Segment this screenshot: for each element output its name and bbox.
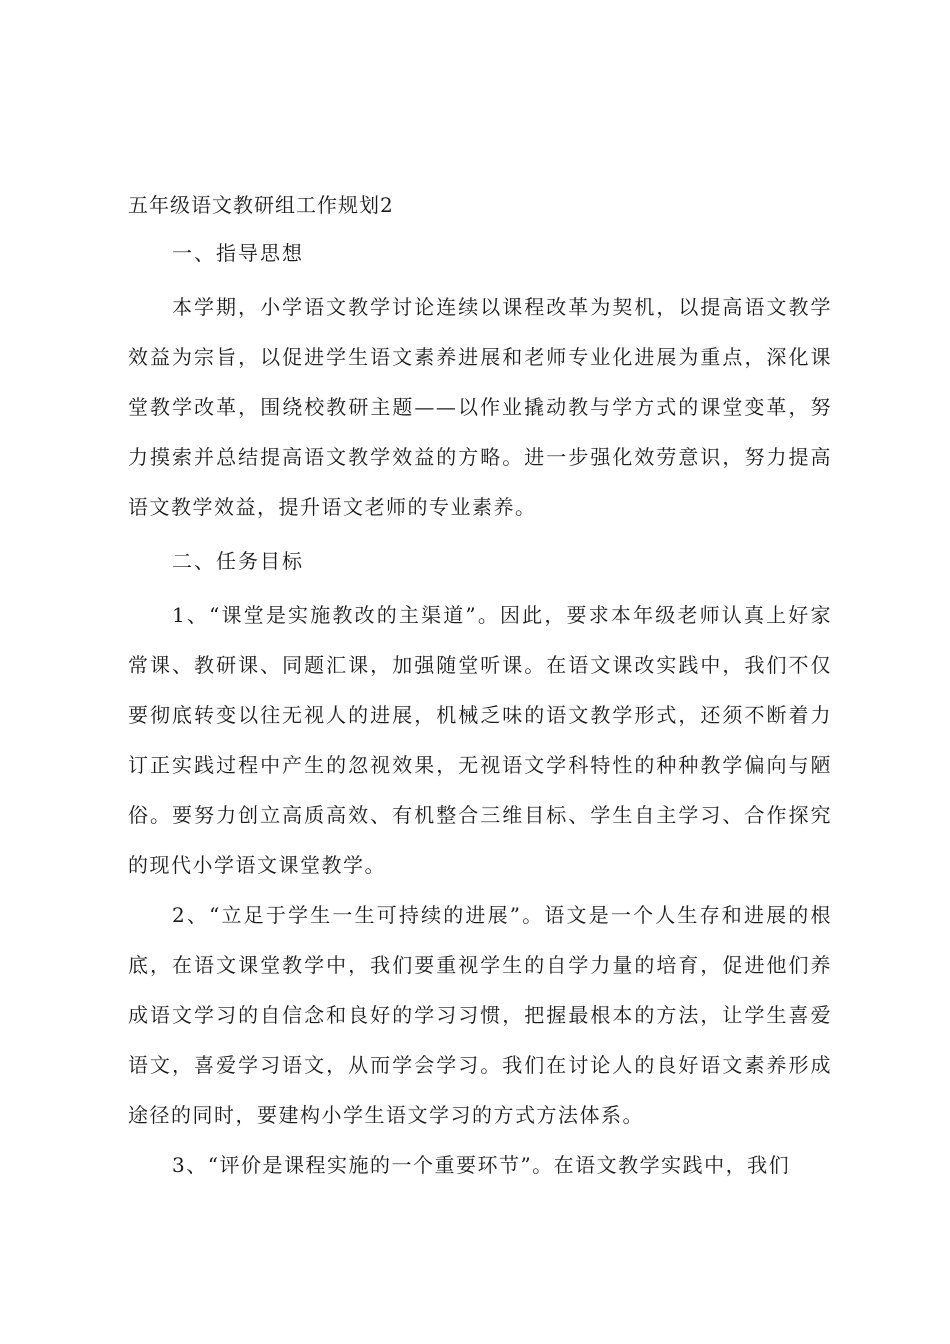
document-title: 五年级语文教研组工作规划2	[128, 193, 394, 217]
document-body	[128, 190, 832, 1190]
section-heading-guiding-ideology: 一、指导思想	[172, 241, 304, 265]
paragraph-goal-2: 2、“立足于学生一生可持续的进展”。语文是一个人生存和进展的根底，在语文课堂教学中，我们要重视学生的自学力量的培育，促进他们养成语文学习的自信念和良好的学习习惯，把握最根本的方法，让学生喜爱语文，喜爱学习语文，从而学会学习。我们在讨论人的良好语文素养形成途径的同时，要建构小学生语文学习的方式方法体系。	[128, 903, 832, 1127]
paragraph-goal-3: 3、“评价是课程实施的一个重要环节”。在语文教学实践中，我们	[172, 1153, 791, 1177]
section-heading-task-goals: 二、任务目标	[172, 549, 304, 573]
paragraph-guiding-ideology: 本学期，小学语文教学讨论连续以课程改革为契机，以提高语文教学效益为宗旨，以促进学生语文素养进展和老师专业化进展为重点，深化课堂教学改革，围绕校教研主题——以作业撬动教与学方式的课堂变革，努力摸索并总结提高语文教学效益的方略。进一步强化效劳意识，努力提高语文教学效益，提升语文老师的专业素养。	[128, 295, 832, 519]
paragraph-goal-1: 1、“课堂是实施教改的主渠道”。因此，要求本年级老师认真上好家常课、教研课、同题汇课，加强随堂听课。在语文课改实践中，我们不仅要彻底转变以往无视人的进展，机械乏味的语文教学形式，还须不断着力订正实践过程中产生的忽视效果，无视语文学科特性的种种教学偏向与陋俗。要努力创立高质高效、有机整合三维目标、学生自主学习、合作探究的现代小学语文课堂教学。	[128, 603, 832, 877]
